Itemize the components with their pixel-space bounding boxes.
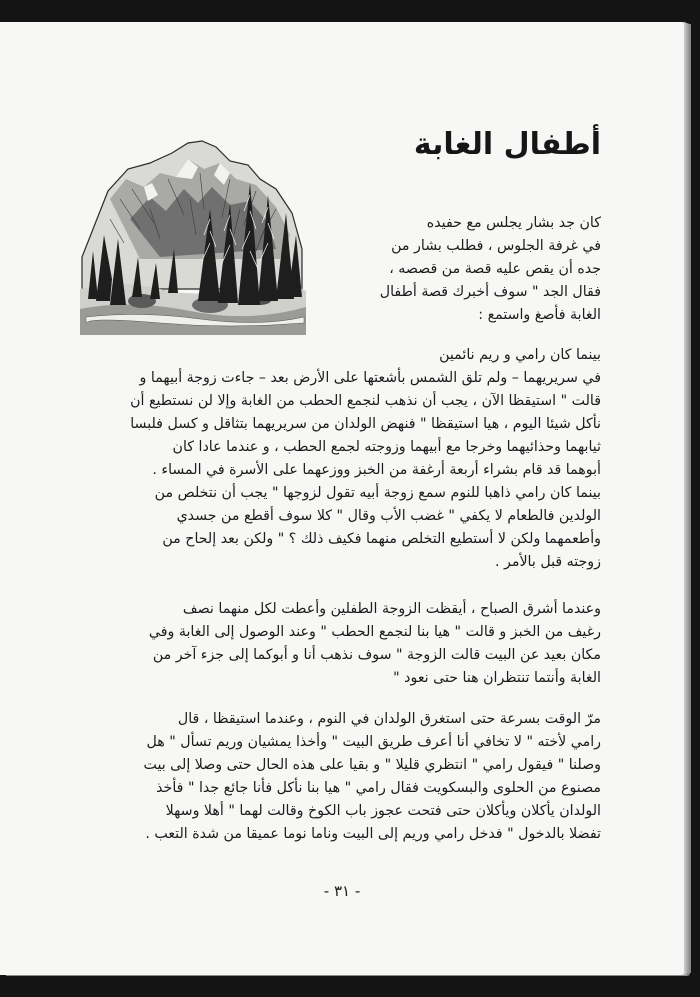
text-line: في غرفة الجلوس ، فطلب بشار من [391,238,601,254]
text-line: مكان بعيد عن البيت قالت الزوجة " سوف نذهب أنا و أبوكما إلى جزء آخر من [152,647,601,663]
text-line: وصلنا " فيقول رامي " انتظري قليلا " و بقيا على هذه الحال حتى وصلا إلى بيت [143,757,601,773]
text-line: في سريريهما – ولم تلق الشمس بأشعتها على الأرض بعد – جاءت زوجة أبيهما و [139,370,601,386]
text-line: وعندما أشرق الصباح ، أيقظت الزوجة الطفلين وأعطت لكل منهما نصف [182,601,601,617]
text-line: وأطعمهما ولكن لا أستطيع التخلص منهما فكيف ذلك ؟ " ولكن بعد إلحاح من [162,531,601,547]
text-line: الولدان يأكلان ويأكلان حتى فتحت عجوز باب الكوخ وقالت لهما " أهلا وسهلا [165,803,601,819]
text-line: أبوهما قد قام بشراء أربعة أرغفة من الخبز ووزعهما على الأسرة في المساء . [152,462,601,478]
story-title: أطفال الغابة [413,127,601,162]
text-line: رامي لأخته " لا تخافي أنا أعرف طريق البيت " وأخذا يمشيان وريم تسأل " هل [146,734,601,750]
paragraph-forest [91,598,601,690]
text-line: الولدين فالطعام لا يكفي " غضب الأب وقال " كلا سوف أقطع من جسدي [176,508,601,524]
text-line: قالت " استيقظا الآن ، يجب أن نذهب لنجمع الحطب من الغابة وإلا لن نستطيع أن [130,393,601,409]
text-line: مصنوع من الحلوى والبسكويت فقال رامي " هيا بنا نأكل فأنا جائع جدا " فأخذ [156,780,601,796]
text-line: كان جد بشار يجلس مع حفيده [426,215,601,231]
text-line: ثيابهما وحذائيهما وخرجا مع أبيهما وزوجته لجمع الحطب ، و عندما عادا كان [172,439,601,455]
paragraph-morning [91,344,601,574]
text-line: زوجته قبل بالأمر . [495,554,601,570]
text-line: بينما كان رامي ذاهبا للنوم سمع زوجة أبيه تقول لزوجها " يجب أن نتخلص من [154,485,601,501]
text-line: جده أن يقص عليه قصة من قصصه ، [389,261,601,277]
book-page [0,22,684,975]
text-line: الغابة وأنتما تنتظران هنا حتى نعود " [393,670,601,686]
text-line: بينما كان رامي و ريم نائمين [439,347,601,363]
text-line: نأكل شيئا اليوم ، هيا استيقظا " فنهض الولدان من سريريهما بتثاقل و كسل فلبسا [130,416,601,432]
page-number: - ٣١ - [323,882,361,900]
text-line: مرّ الوقت بسرعة حتى استغرق الولدان في النوم ، وعندما استيقظا ، قال [177,711,601,727]
text-line: فقال الجد " سوف أخبرك قصة أطفال [379,284,601,300]
paragraph-intro [318,212,601,327]
text-line: تفضلا بالدخول " فدخل رامي وريم إلى البيت وناما نوما عميقا من شدة التعب . [145,826,601,842]
paragraph-candy-house [91,708,601,846]
text-line: الغابة فأصغ واستمع : [478,307,601,323]
mountain-forest-illustration [80,139,306,335]
text-line: رغيف من الخبز و قالت " هيا بنا لنجمع الحطب " وعند الوصول إلى الغابة وفي [148,624,601,640]
page-edge [684,24,691,973]
